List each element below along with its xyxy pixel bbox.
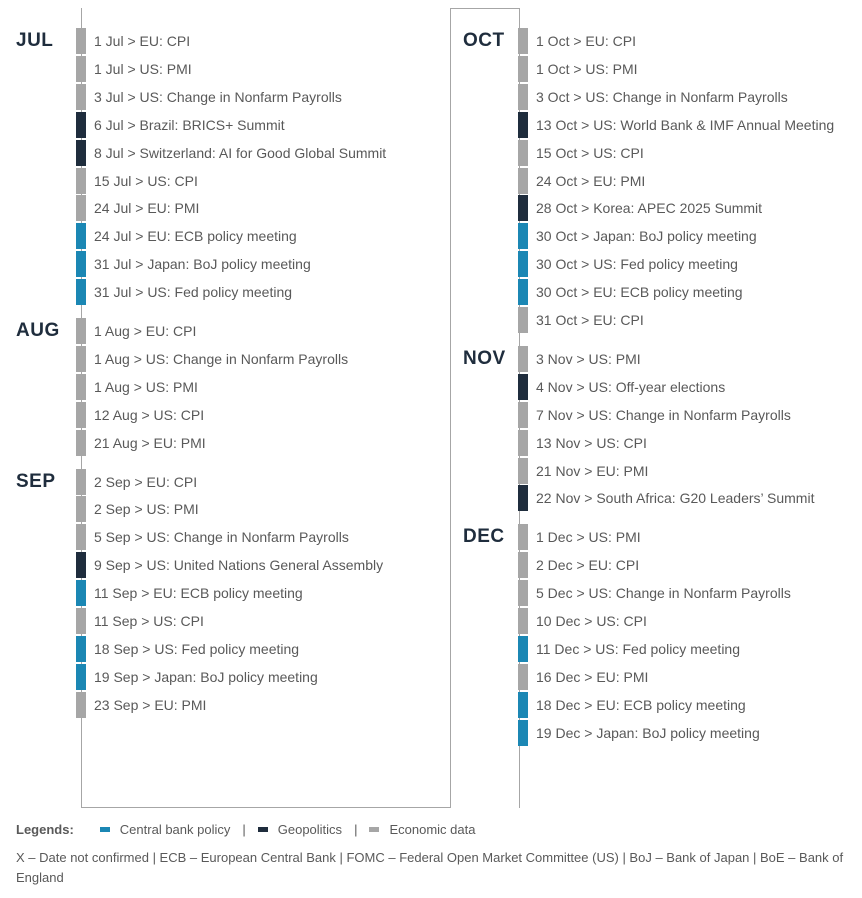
legend-item-central: Central bank policy: [119, 822, 231, 837]
event-row: [76, 580, 303, 606]
month-heading-sep: SEP: [16, 470, 56, 492]
event-row: [518, 430, 647, 456]
event-row: [76, 318, 196, 344]
legend-swatch-geo: [258, 827, 268, 832]
event-row: [76, 223, 297, 249]
event-category-bar: [76, 496, 86, 522]
event-category-bar: [518, 485, 528, 511]
event-label: 2 Sep > EU: CPI: [94, 473, 198, 490]
event-label: 6 Jul > Brazil: BRICS+ Summit: [94, 116, 285, 133]
event-category-bar: [518, 346, 528, 372]
event-category-bar: [76, 195, 86, 221]
event-row: [76, 469, 197, 495]
event-category-bar: [76, 664, 86, 690]
event-category-bar: [518, 140, 528, 166]
event-category-bar: [518, 195, 528, 221]
event-row: [518, 168, 645, 194]
event-row: [518, 402, 791, 428]
event-row: [518, 112, 834, 138]
event-label: 12 Aug > US: CPI: [94, 406, 205, 423]
event-row: [76, 112, 285, 138]
event-label: 23 Sep > EU: PMI: [94, 696, 207, 713]
event-row: [76, 140, 386, 166]
abbreviation-notes: X – Date not confirmed | ECB – European Central Bank | FOMC – Federal Open Market Committee (US) | BoJ – Bank of Japan | BoE – Bank of England: [16, 850, 844, 885]
left-column-bottom-line: [81, 807, 451, 808]
event-category-bar: [76, 469, 86, 495]
event-row: [518, 720, 760, 746]
event-category-bar: [518, 608, 528, 634]
event-label: 11 Dec > US: Fed policy meeting: [536, 640, 741, 657]
event-category-bar: [76, 223, 86, 249]
event-row: [518, 608, 647, 634]
event-label: 13 Oct > US: World Bank & IMF Annual Meeting: [536, 116, 835, 133]
event-label: 30 Oct > US: Fed policy meeting: [536, 256, 738, 273]
event-category-bar: [518, 692, 528, 718]
event-category-bar: [518, 112, 528, 138]
event-row: [76, 552, 383, 578]
event-row: [518, 251, 738, 277]
event-category-bar: [518, 84, 528, 110]
event-row: [518, 580, 791, 606]
event-category-bar: [518, 168, 528, 194]
legend: [16, 822, 475, 837]
event-category-bar: [76, 140, 86, 166]
event-category-bar: [76, 552, 86, 578]
event-row: [518, 195, 762, 221]
event-row: [518, 56, 638, 82]
event-row: [76, 430, 206, 456]
legend-swatch-econ: [369, 827, 379, 832]
event-category-bar: [76, 318, 86, 344]
event-row: [76, 168, 198, 194]
month-heading-aug: AUG: [16, 320, 60, 341]
event-row: [76, 524, 349, 550]
middle-divider-line: [450, 8, 451, 808]
event-label: 1 Aug > US: Change in Nonfarm Payrolls: [94, 350, 349, 367]
event-label: 7 Nov > US: Change in Nonfarm Payrolls: [536, 406, 791, 423]
month-heading-dec: DEC: [463, 526, 505, 548]
event-label: 18 Dec > EU: ECB policy meeting: [536, 696, 746, 713]
event-row: [76, 374, 198, 400]
event-category-bar: [76, 430, 86, 456]
middle-divider-top-line: [450, 8, 520, 9]
event-label: 3 Jul > US: Change in Nonfarm Payrolls: [94, 88, 342, 105]
event-category-bar: [518, 307, 528, 333]
event-label: 19 Dec > Japan: BoJ policy meeting: [536, 724, 760, 741]
legend-separator: |: [354, 822, 358, 837]
event-label: 8 Jul > Switzerland: AI for Good Global Summit: [94, 144, 387, 161]
event-category-bar: [76, 168, 86, 194]
event-row: [518, 346, 641, 372]
legend-separator: |: [242, 822, 246, 837]
event-label: 13 Nov > US: CPI: [536, 434, 647, 451]
event-label: 28 Oct > Korea: APEC 2025 Summit: [536, 200, 763, 217]
event-label: 1 Dec > US: PMI: [536, 529, 641, 546]
event-label: 2 Sep > US: PMI: [94, 501, 199, 518]
event-category-bar: [76, 608, 86, 634]
event-label: 10 Dec > US: CPI: [536, 613, 647, 629]
event-label: 16 Dec > EU: PMI: [536, 668, 649, 685]
event-category-bar: [518, 374, 528, 400]
event-category-bar: [76, 402, 86, 428]
event-category-bar: [518, 552, 528, 578]
legend-item-geo: Geopolitics: [277, 822, 343, 837]
event-label: 24 Jul > EU: ECB policy meeting: [94, 228, 297, 245]
event-label: 31 Jul > US: Fed policy meeting: [94, 284, 293, 301]
event-label: 24 Oct > EU: PMI: [536, 172, 646, 189]
event-category-bar: [518, 56, 528, 82]
event-label: 1 Oct > EU: CPI: [536, 33, 636, 49]
month-heading-nov: NOV: [463, 347, 506, 369]
event-row: [76, 692, 206, 718]
event-label: 1 Jul > EU: CPI: [94, 33, 191, 49]
event-row: [518, 307, 644, 333]
event-category-bar: [518, 636, 528, 662]
event-category-bar: [76, 346, 86, 372]
event-label: 1 Oct > US: PMI: [536, 60, 638, 77]
event-category-bar: [518, 279, 528, 305]
event-category-bar: [76, 251, 86, 277]
event-category-bar: [76, 636, 86, 662]
event-category-bar: [518, 430, 528, 456]
event-label: 15 Oct > US: CPI: [536, 144, 644, 161]
event-category-bar: [518, 28, 528, 54]
event-label: 19 Sep > Japan: BoJ policy meeting: [94, 668, 318, 685]
event-row: [518, 374, 725, 400]
event-label: 4 Nov > US: Off-year elections: [536, 378, 726, 395]
event-category-bar: [76, 374, 86, 400]
event-label: 30 Oct > EU: ECB policy meeting: [536, 284, 743, 301]
event-category-bar: [76, 56, 86, 82]
event-row: [518, 84, 788, 110]
event-category-bar: [76, 580, 86, 606]
event-label: 30 Oct > Japan: BoJ policy meeting: [536, 228, 757, 245]
event-row: [518, 485, 814, 511]
event-row: [76, 195, 199, 221]
event-label: 11 Sep > EU: ECB policy meeting: [94, 585, 303, 602]
event-category-bar: [518, 664, 528, 690]
event-category-bar: [518, 458, 528, 484]
event-label: 1 Aug > EU: CPI: [94, 323, 197, 339]
event-label: 5 Dec > US: Change in Nonfarm Payrolls: [536, 585, 791, 602]
event-category-bar: [518, 524, 528, 550]
event-label: 3 Nov > US: PMI: [536, 350, 641, 367]
event-category-bar: [518, 580, 528, 606]
event-row: [518, 636, 740, 662]
event-label: 9 Sep > US: United Nations General Assembly: [94, 557, 384, 574]
event-row: [76, 279, 292, 305]
event-row: [518, 28, 636, 54]
event-category-bar: [76, 692, 86, 718]
event-row: [76, 496, 199, 522]
event-row: [518, 223, 757, 249]
event-label: 24 Jul > EU: PMI: [94, 200, 200, 217]
event-category-bar: [76, 28, 86, 54]
event-row: [76, 608, 204, 634]
event-category-bar: [518, 402, 528, 428]
event-row: [518, 458, 648, 484]
event-label: 11 Sep > US: CPI: [94, 613, 204, 629]
event-row: [518, 664, 648, 690]
event-row: [76, 402, 204, 428]
month-heading-jul: JUL: [16, 30, 54, 51]
event-category-bar: [518, 720, 528, 746]
event-label: 18 Sep > US: Fed policy meeting: [94, 640, 300, 657]
event-category-bar: [76, 524, 86, 550]
legend-label: Legends:: [16, 822, 74, 837]
legend-swatch-central: [100, 827, 110, 832]
event-row: [76, 664, 318, 690]
event-row: [76, 346, 348, 372]
event-row: [518, 692, 746, 718]
event-row: [518, 552, 639, 578]
event-row: [518, 524, 641, 550]
event-category-bar: [76, 112, 86, 138]
event-label: 1 Jul > US: PMI: [94, 60, 192, 77]
event-label: 21 Aug > EU: PMI: [94, 434, 206, 451]
event-label: 1 Aug > US: PMI: [94, 378, 198, 395]
event-label: 2 Dec > EU: CPI: [536, 557, 640, 574]
event-label: 15 Jul > US: CPI: [94, 172, 198, 189]
legend-item-econ: Economic data: [389, 822, 476, 837]
event-row: [76, 636, 299, 662]
event-label: 22 Nov > South Africa: G20 Leaders’ Summit: [536, 490, 815, 507]
event-label: 5 Sep > US: Change in Nonfarm Payrolls: [94, 529, 349, 546]
event-row: [76, 251, 311, 277]
month-heading-oct: OCT: [463, 30, 505, 51]
event-row: [76, 56, 192, 82]
event-label: 3 Oct > US: Change in Nonfarm Payrolls: [536, 88, 788, 105]
event-row: [518, 279, 743, 305]
event-row: [518, 140, 644, 166]
event-row: [76, 28, 190, 54]
event-row: [76, 84, 342, 110]
event-category-bar: [76, 84, 86, 110]
event-category-bar: [518, 223, 528, 249]
event-category-bar: [518, 251, 528, 277]
event-category-bar: [76, 279, 86, 305]
event-label: 31 Oct > EU: CPI: [536, 312, 644, 328]
event-label: 21 Nov > EU: PMI: [536, 462, 649, 479]
event-label: 31 Jul > Japan: BoJ policy meeting: [94, 256, 311, 273]
